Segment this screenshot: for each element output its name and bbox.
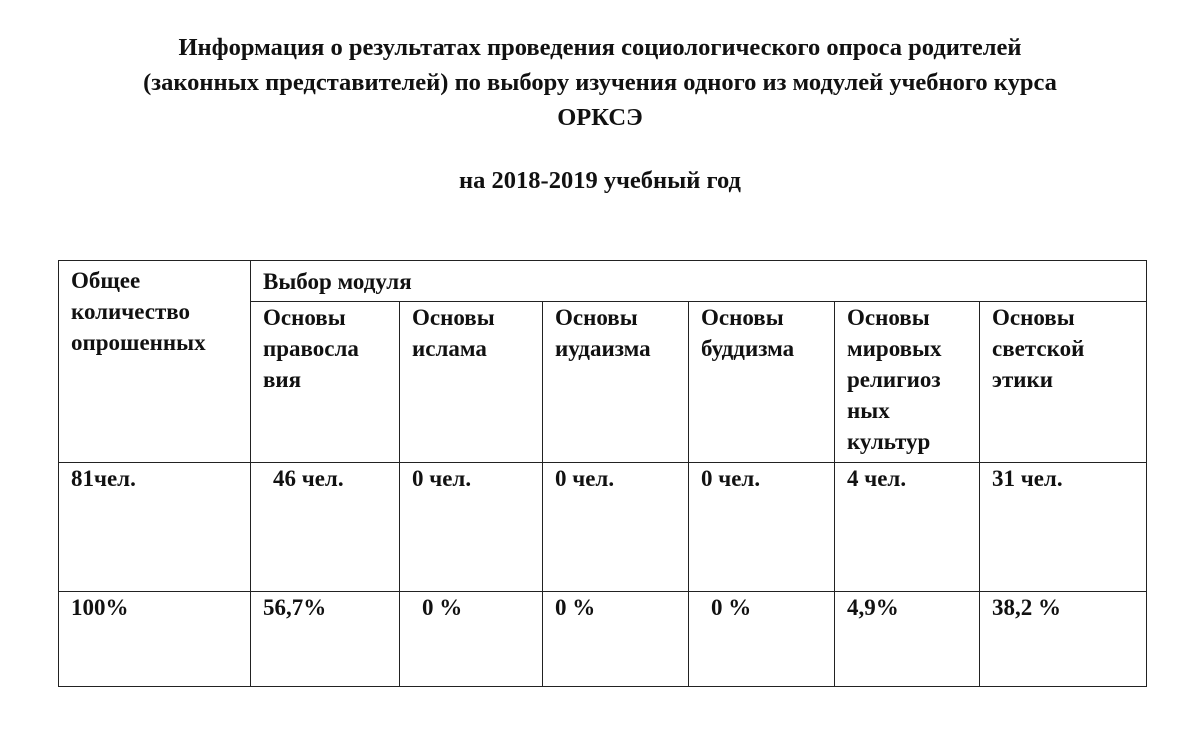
module-header-world-religions: Основы мировых религиоз ных культур	[835, 302, 980, 463]
total-count-cell: 81чел.	[59, 463, 251, 592]
title-line: (законных представителей) по выбору изучения одного из модулей учебного курса	[143, 69, 1057, 96]
module-header-islam: Основы ислама	[400, 302, 543, 463]
percent-cell: 0 %	[543, 592, 689, 687]
percent-cell: 0 %	[400, 592, 543, 687]
title-line: Информация о результатах проведения социологического опроса родителей	[178, 34, 1022, 61]
total-respondents-header: Общее количество опрошенных	[59, 261, 251, 463]
module-header-buddhism: Основы буддизма	[689, 302, 835, 463]
count-cell: 0 чел.	[689, 463, 835, 592]
count-cell: 46 чел.	[251, 463, 400, 592]
module-header-secular-ethics: Основы светской этики	[980, 302, 1147, 463]
table-row	[59, 463, 1147, 592]
module-choice-header: Выбор модуля	[251, 261, 1147, 302]
document-title	[0, 30, 1200, 135]
survey-results-table	[58, 260, 1147, 687]
title-line: ОРКСЭ	[557, 104, 643, 131]
percent-cell: 38,2 %	[980, 592, 1147, 687]
module-header-judaism: Основы иудаизма	[543, 302, 689, 463]
total-percent-cell: 100%	[59, 592, 251, 687]
percent-cell: 4,9%	[835, 592, 980, 687]
module-header-orthodoxy: Основы правосла вия	[251, 302, 400, 463]
document-subtitle: на 2018-2019 учебный год	[459, 167, 741, 194]
count-cell: 0 чел.	[543, 463, 689, 592]
header-row	[59, 261, 1147, 302]
count-cell: 0 чел.	[400, 463, 543, 592]
table-row	[59, 592, 1147, 687]
percent-cell: 0 %	[689, 592, 835, 687]
percent-cell: 56,7%	[251, 592, 400, 687]
count-cell: 4 чел.	[835, 463, 980, 592]
count-cell: 31 чел.	[980, 463, 1147, 592]
